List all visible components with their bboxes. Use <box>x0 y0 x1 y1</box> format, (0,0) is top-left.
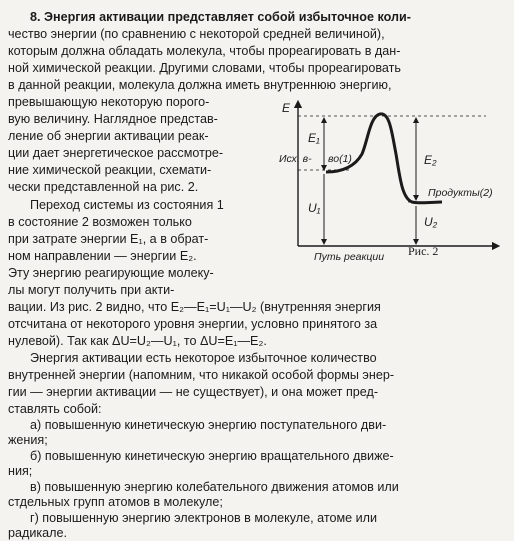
paragraph-line: вации. Из рис. 2 видно, что E₂—E₁=U₁—U₂ (внутренняя энергия <box>8 300 381 314</box>
reaction-path-label: Путь реакции <box>314 251 385 263</box>
u1-label: U₁ <box>308 201 321 215</box>
e2-label: E₂ <box>424 153 437 167</box>
paragraph-line: гии — энергии активации — не существует), и она может пред- <box>8 385 379 399</box>
u2-label: U₂ <box>424 215 438 229</box>
paragraph-line: при затрате энергии E₁, а в обрат- <box>8 232 209 246</box>
figure-caption: Рис. 2 <box>408 244 439 258</box>
paragraph-line: отсчитана от некоторого уровня энергии, условно принятого за <box>8 317 378 331</box>
paragraph-line: чески представленной на рис. 2. <box>8 180 199 194</box>
paragraph-line: ной химической реакции. Другими словами, чтобы прореагировать <box>8 61 401 75</box>
list-item-line: б) повышенную кинетическую энергию вращательного движе- <box>30 449 394 463</box>
paragraph-line: ном направлении — энергии E₂. <box>8 249 197 263</box>
paragraph-line: Переход системы из состояния 1 <box>30 198 224 212</box>
list-item-line: а) повышенную кинетическую энергию поступательного дви- <box>30 418 387 432</box>
list-item-line: радикале. <box>8 526 68 540</box>
energy-axis-label: E <box>282 101 291 115</box>
list-item-line: жения; <box>8 433 48 447</box>
list-item-line: стдельных групп атомов в молекуле; <box>8 495 223 509</box>
paragraph-line: лы могут получить при акти- <box>8 283 175 297</box>
paragraph-line: в состояние 2 возможен только <box>8 215 192 229</box>
initial-substance-label-2: во(1) <box>328 153 352 165</box>
paragraph-line: 8. Энергия активации представляет собой избыточное коли- <box>30 10 411 24</box>
e1-label: E₁ <box>308 131 320 145</box>
paragraph-line: внутренней энергии (напомним, что никакой особой формы энер- <box>8 368 395 382</box>
energy-diagram <box>278 98 504 266</box>
products-label: Продукты(2) <box>428 187 493 199</box>
paragraph-line: ние химической реакции, схемати- <box>8 163 212 177</box>
paragraph-line: нулевой). Так как ΔU=U₂—U₁, то ΔU=E₁—E₂. <box>8 334 267 348</box>
paragraph-line: чество энергии (по сравнению с некоторой средней величиной), <box>8 27 385 41</box>
paragraph-line: в данной реакции, молекула должна иметь внутреннюю энергию, <box>8 78 392 92</box>
paragraph-line: ции дает энергетическое рассмотре- <box>8 146 224 160</box>
paragraph-line: ставлять собой: <box>8 402 102 416</box>
paragraph-line: ление об энергии активации реак- <box>8 129 209 143</box>
energy-diagram-svg <box>278 98 504 266</box>
paragraph-line: которым должна обладать молекула, чтобы прореагировать в дан- <box>8 44 401 58</box>
paragraph-line: Эту энергию реагирующие молеку- <box>8 266 214 280</box>
paragraph-line: вую величину. Наглядное представ- <box>8 112 218 126</box>
paragraph-line: превышающую некоторую порого- <box>8 95 210 109</box>
list-item-line: г) повышенную энергию электронов в молекуле, атоме или <box>30 511 378 525</box>
list-item-line: ния; <box>8 464 33 478</box>
list-item-line: в) повышенную энергию колебательного движения атомов или <box>30 480 399 494</box>
paragraph-line: Энергия активации есть некоторое избыточное количество <box>30 351 377 365</box>
initial-substance-label: Исх. в- <box>279 153 312 165</box>
